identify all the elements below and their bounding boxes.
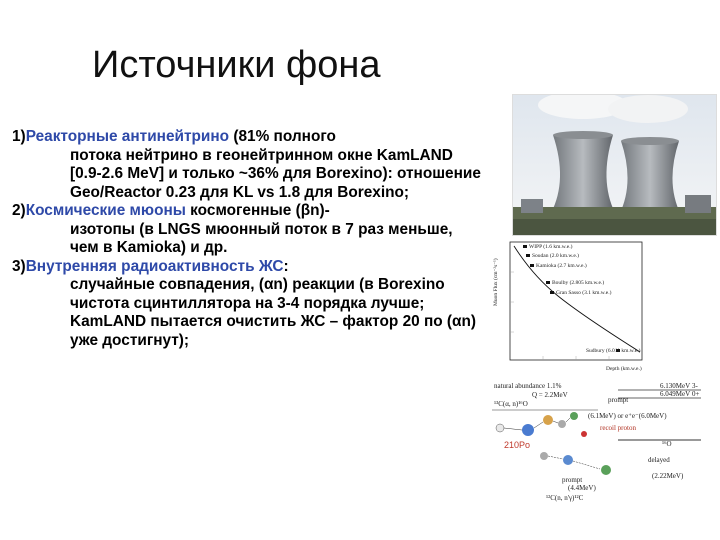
item-lead-text: (81% полного bbox=[229, 128, 336, 145]
scheme-natural-abundance: natural abundance 1.1% bbox=[494, 382, 562, 390]
scheme-prompt-detail: (6.1MeV) or e⁺e⁻(6.0MeV) bbox=[588, 412, 667, 420]
item-highlight: Реакторные антинейтрино bbox=[25, 128, 230, 145]
plot-label-wipp: WIPP (1.6 km.w.e.) bbox=[529, 244, 573, 250]
muon-flux-plot bbox=[488, 236, 648, 376]
scheme-q-value: Q = 2.2MeV bbox=[532, 391, 568, 399]
item-number: 1) bbox=[12, 128, 26, 145]
item-highlight: Космические мюоны bbox=[25, 202, 186, 219]
scheme-o16-ground: ¹⁶O bbox=[662, 440, 672, 448]
scheme-reaction-2: ¹²C(n, n'γ)¹²C bbox=[546, 494, 584, 502]
plot-xlabel: Depth (km.w.e.) bbox=[606, 366, 642, 372]
item-number: 3) bbox=[12, 257, 26, 275]
scheme-level-2: 6.049MeV bbox=[660, 390, 691, 398]
slide-body bbox=[12, 128, 484, 350]
scheme-prompt2-label: prompt bbox=[562, 476, 583, 484]
scheme-level-1-spin: 3- bbox=[692, 382, 698, 390]
list-item-muons bbox=[12, 202, 484, 258]
item-continuation: случайные совпадения, (αn) реакции (в Borexino чистота сцинтиллятора на 3-4 порядка лучше; KamLAND пытается очистить ЖС – фактор 20 по (αn) уже достигнут); bbox=[70, 276, 477, 349]
scheme-level-2-spin: 0+ bbox=[692, 390, 700, 398]
scheme-recoil-proton: recoil proton bbox=[600, 424, 636, 432]
list-item-reactor bbox=[12, 128, 484, 202]
slide-title: Источники фона bbox=[92, 44, 381, 86]
plot-label-soudan: Soudan (2.0 km.w.e.) bbox=[532, 253, 579, 259]
scheme-level-1: 6.130MeV bbox=[660, 382, 691, 390]
scheme-delayed-energy: (2.22MeV) bbox=[652, 472, 684, 480]
plot-label-gran-sasso: Gran Sasso (3.1 km.w.e.) bbox=[556, 290, 612, 296]
item-continuation: изотопы (в LNGS мюонный поток в 7 раз меньше, чем в Kamioka) и др. bbox=[70, 220, 453, 256]
item-continuation: потока нейтрино в геонейтринном окне KamLAND [0.9-2.6 MeV] и только ~36% для Borexino): отношение Geo/Reactor 0.23 для KL vs 1.8 для Borexino; bbox=[70, 146, 481, 201]
plot-label-kamioka: Kamioka (2.7 km.w.e.) bbox=[536, 263, 587, 269]
scheme-delayed-label: delayed bbox=[648, 456, 670, 464]
reaction-scheme-diagram bbox=[488, 378, 703, 503]
item-lead-text: космогенные (βn)- bbox=[185, 202, 330, 219]
list-item-internal-radioactivity bbox=[12, 258, 484, 351]
plot-label-sudbury: Sudbury (6.011 km.w.e.) bbox=[586, 348, 641, 354]
plot-ylabel: Muon Flux (cm⁻²s⁻¹) bbox=[493, 258, 499, 306]
scheme-reaction: ¹³C(α, n)¹⁶O bbox=[494, 400, 528, 408]
scheme-prompt2-energy: (4.4MeV) bbox=[568, 484, 596, 492]
item-lead-text: : bbox=[283, 257, 289, 275]
item-number: 2) bbox=[12, 202, 26, 219]
plot-label-boulby: Boulby (2.805 km.w.e.) bbox=[552, 280, 605, 286]
scheme-po210: 210Po bbox=[504, 440, 531, 450]
scheme-prompt-label: prompt bbox=[608, 396, 629, 404]
cooling-towers-photo bbox=[512, 94, 717, 236]
item-highlight: Внутренняя радиоактивность ЖС bbox=[25, 257, 284, 275]
